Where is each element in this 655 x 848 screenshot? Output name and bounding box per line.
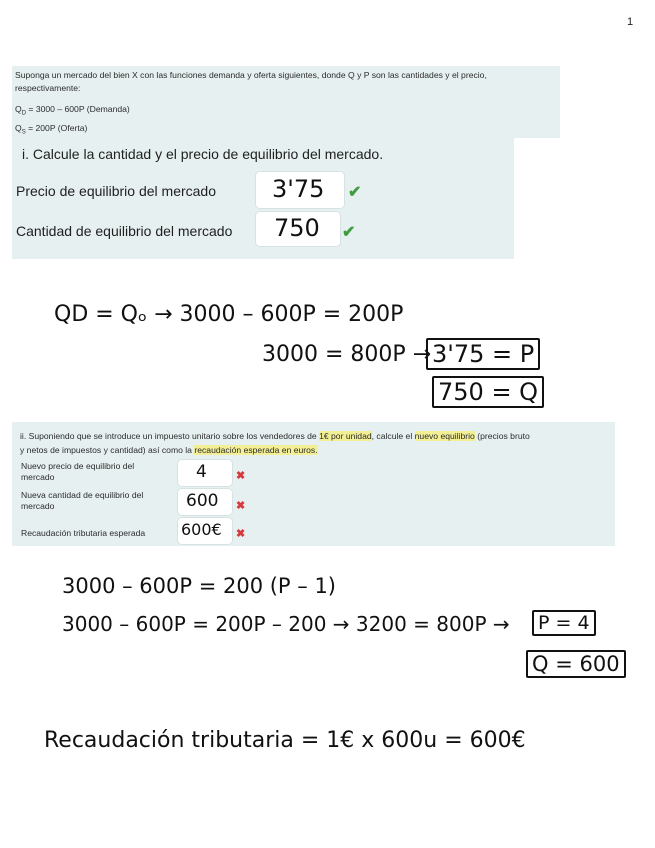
work2-line1: 3000 – 600P = 200 (P – 1) [62, 574, 337, 598]
check-icon: ✔ [348, 184, 362, 201]
part-ii-intro: ii. Suponiendo que se introduce un impuesto unitario sobre los vendedores de 1€ por unidad, calcule el nuevo equilibrio (precios bruto y netos de impuestos y cantidad) así como la recaudación esperada en euros. [20, 431, 530, 455]
intro-line-1: Suponga un mercado del bien X con las funciones demanda y oferta siguientes, donde Q y P son las cantidades y el precio, [15, 70, 487, 80]
revenue-label: Recaudación tributaria esperada [21, 528, 146, 538]
work2-box-q: Q = 600 [526, 650, 626, 678]
work1-line2: 3000 = 800P → [262, 342, 432, 367]
demand-equation: $Q_D = 3000 - 600P$ (Demanda) [15, 104, 130, 117]
quantity-answer-field[interactable] [256, 212, 340, 246]
check-icon: ✔ [342, 224, 356, 241]
new-quantity-label: Nueva cantidad de equilibrio del mercado [21, 490, 144, 511]
part-i-panel [12, 138, 514, 259]
work1-box-p: 3'75 = P [426, 338, 540, 370]
work1-box-q: 750 = Q [432, 376, 544, 408]
supply-equation: $Q_S = 200P$ (Oferta) [15, 123, 88, 136]
intro-line-2: respectivamente: [15, 83, 81, 93]
new-price-label: Nuevo precio de equilibrio del mercado [21, 461, 135, 482]
page-number: 1 [627, 16, 634, 28]
revenue-answer: 600€ [181, 520, 222, 539]
cross-icon: ✖ [236, 500, 246, 512]
cross-icon: ✖ [236, 470, 246, 482]
new-quantity-field[interactable] [178, 489, 232, 515]
new-price-field[interactable] [178, 460, 232, 486]
price-label: Precio de equilibrio del mercado [16, 183, 216, 199]
work1-line1: QD = Qₒ → 3000 – 600P = 200P [54, 302, 404, 327]
work2-box-p: P = 4 [532, 610, 596, 636]
work2-line2: 3000 – 600P = 200P – 200 → 3200 = 800P → [62, 612, 510, 636]
price-answer-field[interactable] [256, 172, 344, 208]
quantity-answer: 750 [274, 214, 320, 242]
cross-icon: ✖ [236, 528, 246, 540]
price-answer: 3'75 [272, 175, 325, 203]
new-price-answer: 4 [196, 462, 207, 482]
revenue-field[interactable] [178, 518, 232, 544]
part-i-question: i. Calcule la cantidad y el precio de equilibrio del mercado. [22, 146, 384, 162]
work3-line: Recaudación tributaria = 1€ x 600u = 600€ [44, 728, 526, 753]
new-quantity-answer: 600 [186, 491, 219, 511]
part-ii-panel [12, 422, 615, 546]
problem-statement [12, 66, 560, 138]
quantity-label: Cantidad de equilibrio del mercado [16, 223, 233, 239]
